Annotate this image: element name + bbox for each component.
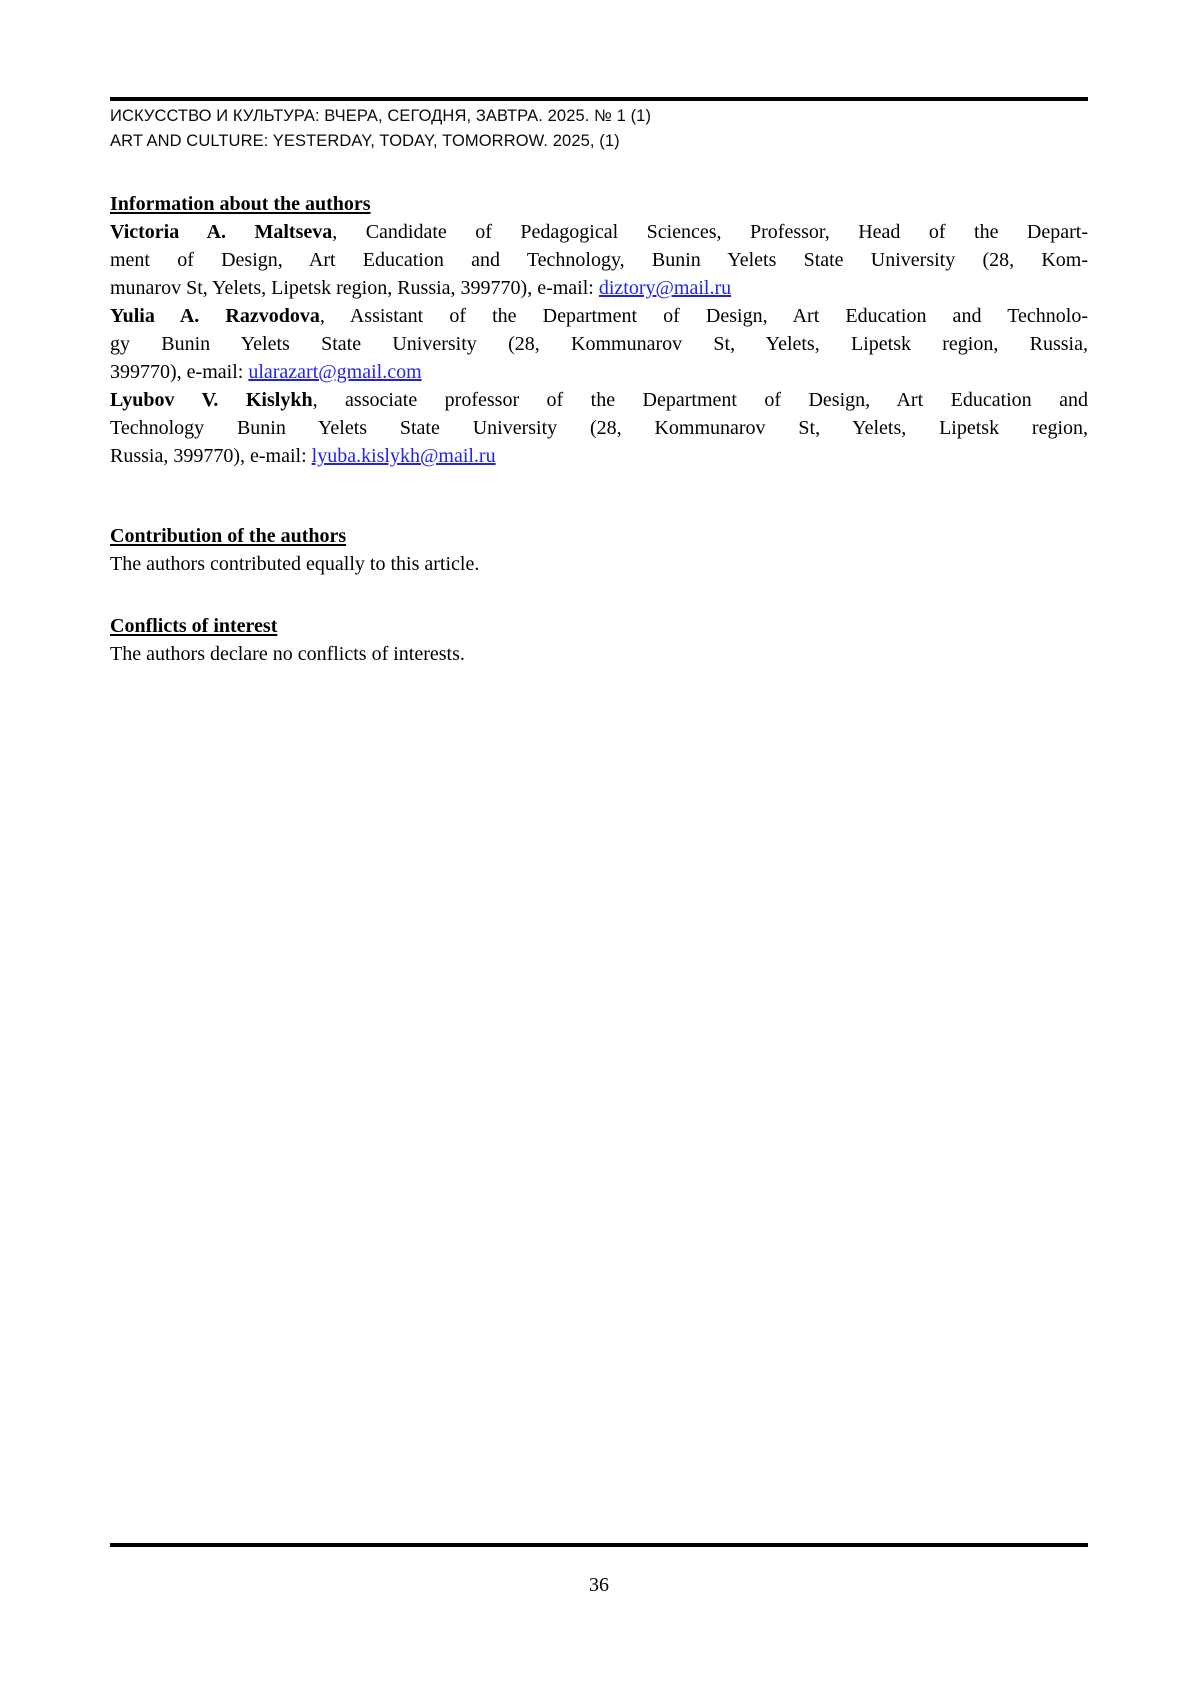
section-heading-contribution: Contribution of the authors	[110, 525, 347, 547]
text-run: munarov St, Yelets, Lipetsk region, Russia, 399770), e-mail:	[110, 277, 599, 299]
text-run: Russia, 399770), e-mail:	[110, 445, 312, 467]
paragraph-line	[110, 246, 1088, 274]
footer-rule	[110, 1543, 1088, 1547]
header-rule	[110, 97, 1088, 101]
author-name: Lyubov V. Kislykh	[110, 389, 313, 411]
email-link[interactable]: diztory@mail.ru	[598, 277, 732, 299]
paragraph-line	[110, 274, 1088, 302]
paragraph-line	[110, 358, 1088, 386]
contribution-paragraphs	[110, 550, 1088, 578]
email-link[interactable]: lyuba.kislykh@mail.ru	[311, 445, 496, 467]
paragraph-line	[110, 640, 1088, 668]
author-name: Yulia A. Razvodova	[110, 305, 320, 327]
text-run: , associate professor of the Department of Design, Art Education and	[312, 389, 1089, 411]
text-run: gy Bunin Yelets State University (28, Kommunarov St, Yelets, Lipetsk region, Russia,	[110, 333, 1088, 355]
section-conflicts	[110, 612, 1088, 668]
section-heading-information: Information about the authors	[110, 193, 371, 215]
text-run: ment of Design, Art Education and Technology, Bunin Yelets State University (28, Kom-	[110, 249, 1088, 271]
paragraph-line	[110, 386, 1088, 414]
text-run: , Assistant of the Department of Design, Art Education and Technolo-	[319, 305, 1088, 327]
authors-paragraphs	[110, 218, 1088, 470]
conflicts-paragraphs	[110, 640, 1088, 668]
section-contribution	[110, 522, 1088, 578]
paragraph	[110, 550, 1088, 578]
paragraph	[110, 218, 1088, 302]
paragraph-line	[110, 442, 1088, 470]
paragraph-line	[110, 218, 1088, 246]
journal-header	[110, 104, 1088, 154]
text-run: The authors contributed equally to this article.	[110, 553, 480, 575]
journal-title-en: ART AND CULTURE: YESTERDAY, TODAY, TOMORROW. 2025, (1)	[110, 132, 620, 150]
page-number: 36	[589, 1574, 609, 1596]
text-run: Technology Bunin Yelets State University (28, Kommunarov St, Yelets, Lipetsk region,	[110, 417, 1088, 439]
text-run: , Candidate of Pedagogical Sciences, Professor, Head of the Depart-	[332, 221, 1088, 243]
paragraph-line	[110, 330, 1088, 358]
paragraph	[110, 386, 1088, 470]
journal-title-ru: ИСКУССТВО И КУЛЬТУРА: ВЧЕРА, СЕГОДНЯ, ЗАВТРА. 2025. № 1 (1)	[110, 107, 652, 125]
page-body	[110, 190, 1088, 668]
paragraph-line	[110, 302, 1088, 330]
section-heading-conflicts: Conflicts of interest	[110, 615, 278, 637]
paragraph	[110, 302, 1088, 386]
text-run: 399770), e-mail:	[110, 361, 249, 383]
email-link[interactable]: ularazart@gmail.com	[248, 361, 422, 383]
author-name: Victoria A. Maltseva	[110, 221, 333, 243]
text-run: The authors declare no conflicts of interests.	[110, 643, 465, 665]
paragraph-line	[110, 414, 1088, 442]
paragraph	[110, 640, 1088, 668]
section-information-about-authors	[110, 190, 1088, 470]
paragraph-line	[110, 550, 1088, 578]
